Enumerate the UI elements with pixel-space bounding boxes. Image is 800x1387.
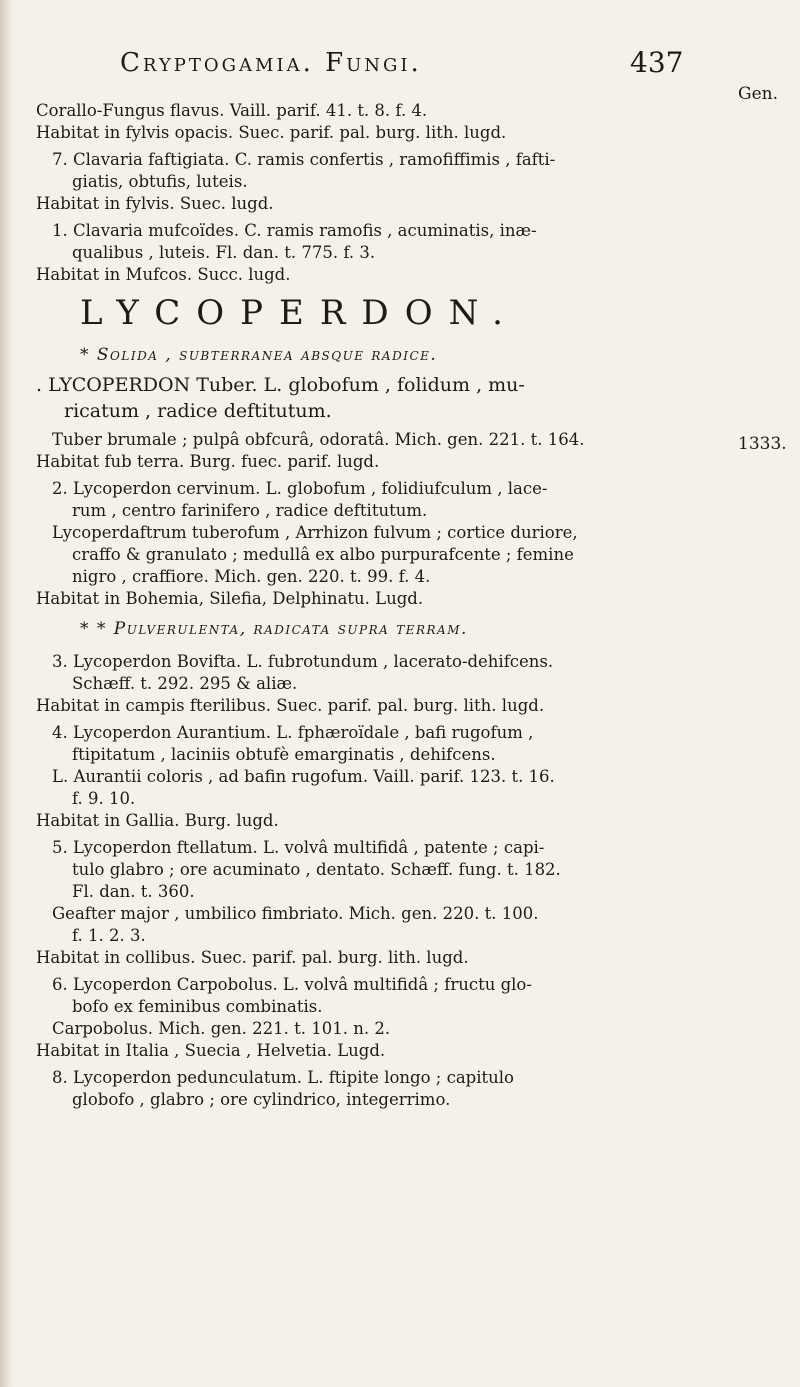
text-line: f. 9. 10. <box>72 789 136 808</box>
text-line: L. Aurantii coloris , ad bafin rugofum. Vaill. parif. 123. t. 16. <box>52 767 555 786</box>
running-header <box>90 40 740 90</box>
text-line: Habitat in Mufcos. Succ. lugd. <box>36 265 291 284</box>
text-line: Habitat fub terra. Burg. fuec. parif. lugd. <box>36 452 380 471</box>
text-line: ricatum , radice deftitutum. <box>64 400 332 422</box>
page-body <box>36 100 736 1111</box>
text-line: Fl. dan. t. 360. <box>72 882 195 901</box>
text-line: Habitat in Italia , Suecia , Helvetia. Lugd. <box>36 1041 386 1060</box>
margin-number-1333: 1333. <box>738 434 787 454</box>
text-line: Lycoperdaftrum tuberofum , Arrhizon fulvum ; cortice duriore, <box>52 523 578 542</box>
text-line: 3. Lycoperdon Bovifta. L. fubrotundum , lacerato-dehifcens. <box>52 652 554 671</box>
section-heading: * Solida , subterranea absque radice. <box>80 345 438 365</box>
text-line: Habitat in fylvis opacis. Suec. parif. pal. burg. lith. lugd. <box>36 123 507 142</box>
text-line: rum , centro farinifero , radice deftitutum. <box>72 501 428 520</box>
text-line: qualibus , luteis. Fl. dan. t. 775. f. 3. <box>72 243 376 262</box>
text-line: 2. Lycoperdon cervinum. L. globofum , folidiufculum , lace- <box>52 479 548 498</box>
section-heading: * * Pulverulenta, radicata supra terram. <box>80 619 468 639</box>
text-line: 7. Clavaria faftigiata. C. ramis confertis , ramofiffimis , fafti- <box>52 150 556 169</box>
text-line: Habitat in Bohemia, Silefia, Delphinatu. Lugd. <box>36 589 424 608</box>
text-line: 6. Lycoperdon Carpobolus. L. volvâ multifidâ ; fructu glo- <box>52 975 532 994</box>
text-line: 8. Lycoperdon pedunculatum. L. ftipite longo ; capitulo <box>52 1068 514 1087</box>
text-line: . LYCOPERDON Tuber. L. globofum , folidum , mu- <box>36 374 525 396</box>
text-line: craffo & granulato ; medullâ ex albo purpurafcente ; femine <box>72 545 574 564</box>
text-line: Habitat in fylvis. Suec. lugd. <box>36 194 274 213</box>
running-title: Cryptogamia. Fungi. <box>120 48 422 78</box>
text-line: Schæff. t. 292. 295 & aliæ. <box>72 674 298 693</box>
text-line: 1. Clavaria mufcoïdes. C. ramis ramofis , acuminatis, inæ- <box>52 221 537 240</box>
margin-note-gen: Gen. <box>738 84 778 104</box>
genus-heading: LYCOPERDON. <box>80 293 519 333</box>
text-line: bofo ex feminibus combinatis. <box>72 997 323 1016</box>
page-number: 437 <box>630 46 684 79</box>
text-line: Carpobolus. Mich. gen. 221. t. 101. n. 2. <box>52 1019 391 1038</box>
text-line: globofo , glabro ; ore cylindrico, integerrimo. <box>72 1090 451 1109</box>
text-line: f. 1. 2. 3. <box>72 926 146 945</box>
text-line: Habitat in Gallia. Burg. lugd. <box>36 811 279 830</box>
text-line: Corallo-Fungus flavus. Vaill. parif. 41. t. 8. f. 4. <box>36 101 428 120</box>
text-line: nigro , craffiore. Mich. gen. 220. t. 99. f. 4. <box>72 567 431 586</box>
text-line: Geafter major , umbilico fimbriato. Mich. gen. 220. t. 100. <box>52 904 539 923</box>
text-line: giatis, obtufis, luteis. <box>72 172 248 191</box>
text-line: Habitat in collibus. Suec. parif. pal. burg. lith. lugd. <box>36 948 469 967</box>
text-line: ftipitatum , laciniis obtufè emarginatis , dehifcens. <box>72 745 496 764</box>
text-line: Tuber brumale ; pulpâ obfcurâ, odoratâ. Mich. gen. 221. t. 164. <box>52 430 585 449</box>
text-line: tulo glabro ; ore acuminato , dentato. Schæff. fung. t. 182. <box>72 860 561 879</box>
text-line: Habitat in campis fterilibus. Suec. parif. pal. burg. lith. lugd. <box>36 696 545 715</box>
text-line: 4. Lycoperdon Aurantium. L. fphæroïdale , bafi rugofum , <box>52 723 534 742</box>
text-line: 5. Lycoperdon ftellatum. L. volvâ multifidâ , patente ; capi- <box>52 838 545 857</box>
page-gutter-shadow <box>0 0 14 1387</box>
